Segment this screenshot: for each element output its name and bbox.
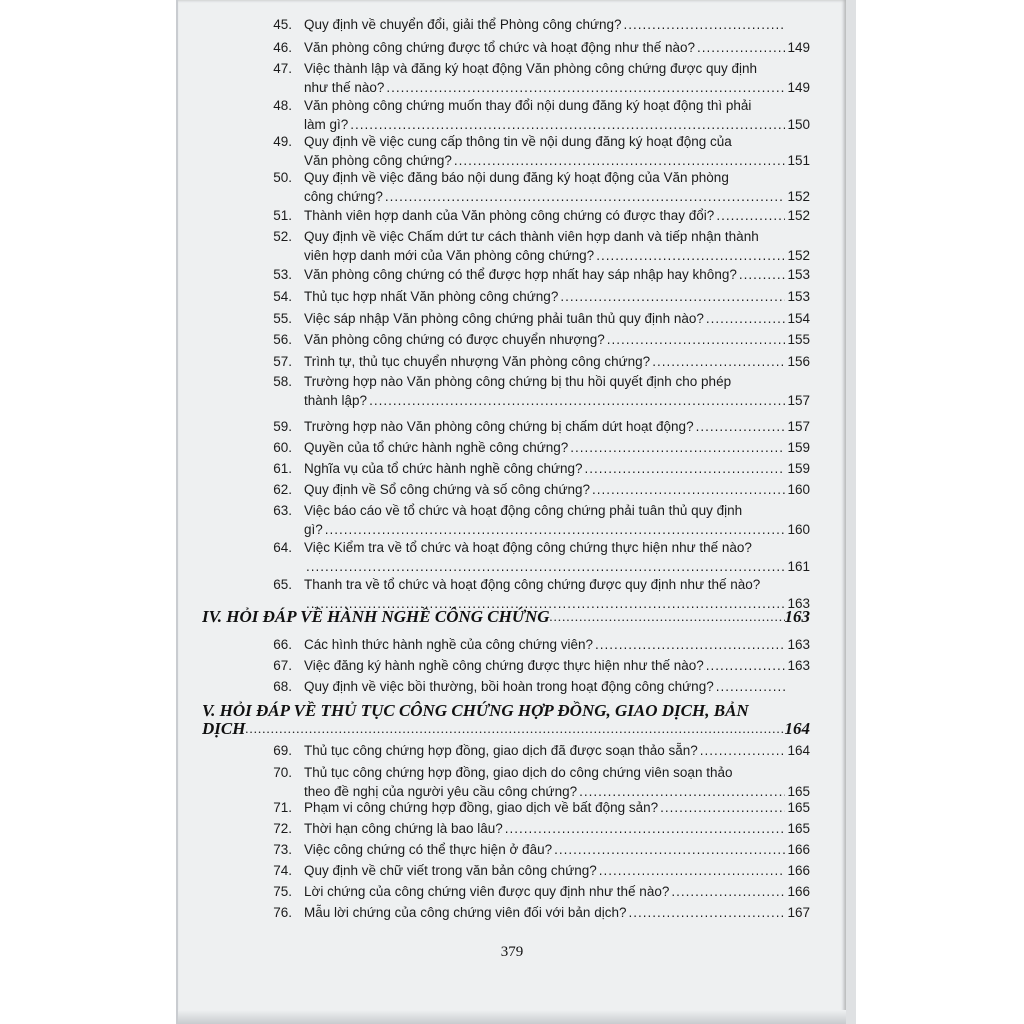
entry-number: 63. (273, 503, 292, 518)
section-title-line2: DỊCH (202, 719, 246, 738)
entry-number: 54. (273, 289, 292, 304)
toc-entry-line (304, 418, 810, 435)
dot-leader (579, 783, 785, 800)
toc-entry-line (304, 152, 810, 169)
entry-page: 157 (787, 419, 810, 434)
entry-title: Văn phòng công chứng được tổ chức và hoạt động như thế nào? (304, 40, 696, 55)
toc-entry-line-wrap: Việc báo cáo về tổ chức và hoạt động công chứng phải tuân thủ quy định (304, 503, 743, 518)
entry-title: gì? (304, 522, 323, 537)
toc-entry-line-wrap: Việc thành lập và đăng ký hoạt động Văn phòng công chứng được quy định (304, 61, 758, 76)
entry-number: 62. (273, 482, 292, 497)
dot-leader (505, 820, 786, 837)
toc-entry-line (304, 521, 810, 538)
toc-entry-line (304, 207, 810, 224)
entry-page: 155 (787, 332, 810, 347)
entry-title: Văn phòng công chứng? (304, 153, 452, 168)
dot-leader (350, 116, 785, 133)
next-page-edge (846, 0, 856, 1024)
entry-page (788, 16, 810, 33)
entry-page: 152 (787, 189, 810, 204)
toc-entry-line (304, 288, 810, 305)
dot-leader (660, 799, 785, 816)
dot-leader (386, 79, 785, 96)
dot-leader (595, 636, 785, 653)
entry-title: Trình tự, thủ tục chuyển nhượng Văn phòng công chứng? (304, 354, 651, 369)
entry-title: Văn phòng công chứng có được chuyển nhượng? (304, 332, 605, 347)
entry-title: công chứng? (304, 189, 383, 204)
entry-page: 151 (787, 153, 810, 168)
entry-page: 167 (787, 905, 810, 920)
entry-number: 49. (273, 134, 292, 149)
entry-page: 164 (787, 743, 810, 758)
entry-number: 56. (273, 332, 292, 347)
dot-leader (554, 841, 785, 858)
entry-title: Các hình thức hành nghề của công chứng viên? (304, 637, 594, 652)
entry-title: Thủ tục công chứng hợp đồng, giao dịch đã được soạn thảo sẵn? (304, 743, 698, 758)
entry-title: Phạm vi công chứng hợp đồng, giao dịch về bất động sản? (304, 800, 659, 815)
section-heading-wrap (202, 718, 810, 740)
entry-number: 71. (273, 800, 292, 815)
page-bottom-shadow (178, 1010, 846, 1024)
entry-title: Quy định về chuyển đổi, giải thể Phòng công chứng? (304, 17, 622, 32)
toc-entry-line (304, 841, 810, 858)
dot-leader (696, 418, 786, 435)
section-page: 164 (784, 719, 810, 738)
entry-number: 75. (273, 884, 292, 899)
toc-entry-line (304, 904, 810, 921)
entry-page (788, 678, 810, 695)
entry-page: 156 (787, 354, 810, 369)
entry-number: 72. (273, 821, 292, 836)
entry-title: làm gì? (304, 117, 349, 132)
entry-page: 165 (787, 821, 810, 836)
dot-leader (652, 353, 785, 370)
entry-number: 55. (273, 311, 292, 326)
book-page (178, 0, 846, 1024)
entry-page: 157 (787, 393, 810, 408)
entry-title: Việc đăng ký hành nghề công chứng được thực hiện như thế nào? (304, 658, 704, 673)
entry-title: Nghĩa vụ của tổ chức hành nghề công chứng? (304, 461, 583, 476)
entry-page: 165 (787, 800, 810, 815)
entry-title: Việc sáp nhập Văn phòng công chứng phải tuân thủ quy định nào? (304, 311, 704, 326)
dot-leader (596, 247, 785, 264)
toc-entry-line-wrap: Thanh tra về tổ chức và hoạt động công chứng được quy định như thế nào? (304, 577, 761, 592)
entry-number: 48. (273, 98, 292, 113)
toc-entry-line (304, 39, 810, 56)
page-number: 379 (500, 944, 524, 960)
entry-page: 166 (787, 884, 810, 899)
dot-leader (592, 481, 785, 498)
entry-number: 66. (273, 637, 292, 652)
dot-leader (560, 288, 785, 305)
toc-entry-line (304, 331, 810, 348)
dot-leader (550, 606, 785, 628)
entry-number: 60. (273, 440, 292, 455)
entry-number: 51. (273, 208, 292, 223)
entry-page: 153 (787, 289, 810, 304)
toc-entry-line (304, 188, 810, 205)
toc-entry-line (304, 392, 810, 409)
section-title: IV. HỎI ĐÁP VỀ HÀNH NGHỀ CÔNG CHỨNG (202, 607, 550, 626)
entry-title: Quyền của tổ chức hành nghề công chứng? (304, 440, 569, 455)
dot-leader (697, 39, 785, 56)
entry-number: 45. (273, 17, 292, 32)
entry-title: Văn phòng công chứng có thể được hợp nhất hay sáp nhập hay không? (304, 267, 737, 282)
entry-number: 70. (273, 765, 292, 780)
entry-page: 166 (787, 863, 810, 878)
toc-entry-line-wrap: Quy định về việc cung cấp thông tin về nội dung đăng ký hoạt động của (304, 134, 732, 149)
toc-entry-line (304, 742, 810, 759)
entry-title: Thành viên hợp danh của Văn phòng công chứng có được thay đổi? (304, 208, 715, 223)
toc-entry-line (304, 678, 810, 695)
entry-number: 57. (273, 354, 292, 369)
toc-entry-line (304, 79, 810, 96)
entry-title: Mẫu lời chứng của công chứng viên đối với bản dịch? (304, 905, 627, 920)
toc-entry-line (304, 116, 810, 133)
toc-entry-line (304, 883, 810, 900)
toc-entry-line (304, 636, 810, 653)
section-title-line1: V. HỎI ĐÁP VỀ THỦ TỤC CÔNG CHỨNG HỢP ĐỒNG, GIAO DỊCH, BẢN (202, 701, 749, 720)
section-heading (202, 606, 810, 628)
entry-page: 160 (787, 522, 810, 537)
dot-leader (607, 331, 786, 348)
entry-number: 69. (273, 743, 292, 758)
toc-entry-line (304, 439, 810, 456)
toc-entry-line (304, 353, 810, 370)
entry-title: Thủ tục hợp nhất Văn phòng công chứng? (304, 289, 559, 304)
entry-page: 163 (787, 596, 810, 611)
section-page: 163 (784, 607, 810, 626)
toc-entry-line (304, 799, 810, 816)
entry-page: 166 (787, 842, 810, 857)
entry-number: 73. (273, 842, 292, 857)
dot-leader (325, 521, 786, 538)
table-of-contents (178, 0, 846, 1024)
entry-page: 150 (787, 117, 810, 132)
entry-page: 165 (787, 784, 810, 799)
entry-number: 47. (273, 61, 292, 76)
entry-number: 53. (273, 267, 292, 282)
entry-page: 159 (787, 440, 810, 455)
entry-page: 159 (787, 461, 810, 476)
toc-entry-line-wrap: Việc Kiểm tra về tổ chức và hoạt động công chứng thực hiện như thế nào? (304, 540, 752, 555)
entry-number: 67. (273, 658, 292, 673)
dot-leader (369, 392, 785, 409)
toc-entry-line-wrap: Quy định về việc Chấm dứt tư cách thành viên hợp danh và tiếp nhận thành (304, 229, 759, 244)
entry-title: Trường hợp nào Văn phòng công chứng bị chấm dứt hoạt động? (304, 419, 694, 434)
entry-title: theo đề nghị của người yêu cầu công chứng? (304, 784, 578, 799)
entry-title: Quy định về chữ viết trong văn bản công chứng? (304, 863, 597, 878)
toc-entry-line (304, 247, 810, 264)
dot-leader (706, 310, 786, 327)
entry-page: 161 (787, 559, 810, 574)
entry-title: Lời chứng của công chứng viên được quy định như thế nào? (304, 884, 670, 899)
toc-entry-line (304, 460, 810, 477)
toc-entry-line (304, 862, 810, 879)
dot-leader (671, 883, 785, 900)
dot-leader (716, 207, 785, 224)
entry-title: Thời hạn công chứng là bao lâu? (304, 821, 503, 836)
entry-page: 149 (787, 40, 810, 55)
toc-entry-line (304, 481, 810, 498)
dot-leader (706, 657, 786, 674)
entry-number: 65. (273, 577, 292, 592)
entry-title: thành lập? (304, 393, 368, 408)
dot-leader (245, 718, 784, 740)
dot-leader (628, 904, 785, 921)
entry-page: 153 (787, 267, 810, 282)
entry-page: 163 (787, 658, 810, 673)
toc-entry-line (304, 16, 810, 33)
entry-number: 46. (273, 40, 292, 55)
dot-leader (454, 152, 786, 169)
entry-title: viên hợp danh mới của Văn phòng công chứng? (304, 248, 595, 263)
entry-title: Việc công chứng có thể thực hiện ở đâu? (304, 842, 553, 857)
entry-page: 149 (787, 80, 810, 95)
toc-entry-line (304, 783, 810, 800)
toc-entry-line-wrap: Văn phòng công chứng muốn thay đổi nội dung đăng ký hoạt động thì phải (304, 98, 752, 113)
toc-entry-line (304, 657, 810, 674)
entry-number: 74. (273, 863, 292, 878)
toc-entry-line (304, 558, 810, 575)
entry-number: 52. (273, 229, 292, 244)
entry-number: 59. (273, 419, 292, 434)
dot-leader (599, 862, 786, 879)
dot-leader (385, 188, 786, 205)
entry-number: 76. (273, 905, 292, 920)
entry-number: 64. (273, 540, 292, 555)
entry-page: 163 (787, 637, 810, 652)
entry-number: 58. (273, 374, 292, 389)
toc-entry-line (304, 310, 810, 327)
entry-title: như thế nào? (304, 80, 385, 95)
dot-leader (306, 558, 785, 575)
entry-number: 50. (273, 170, 292, 185)
dot-leader (700, 742, 786, 759)
entry-number: 61. (273, 461, 292, 476)
entry-page: 152 (787, 208, 810, 223)
toc-entry-line (304, 820, 810, 837)
toc-entry-line-wrap: Thủ tục công chứng hợp đồng, giao dịch do công chứng viên soạn thảo (304, 765, 733, 780)
dot-leader (716, 678, 786, 695)
entry-page: 160 (787, 482, 810, 497)
entry-title: Quy định về Sổ công chứng và số công chứng? (304, 482, 591, 497)
entry-number: 68. (273, 679, 292, 694)
toc-entry-line-wrap: Trường hợp nào Văn phòng công chứng bị thu hồi quyết định cho phép (304, 374, 732, 389)
entry-title: Quy định về việc bồi thường, bồi hoàn trong hoạt động công chứng? (304, 679, 714, 694)
dot-leader (624, 16, 786, 33)
dot-leader (570, 439, 785, 456)
dot-leader (585, 460, 786, 477)
toc-entry-line-wrap: Quy định về việc đăng báo nội dung đăng ký hoạt động của Văn phòng (304, 170, 729, 185)
entry-page: 154 (787, 311, 810, 326)
entry-page: 152 (787, 248, 810, 263)
dot-leader (739, 266, 786, 283)
toc-entry-line (304, 266, 810, 283)
